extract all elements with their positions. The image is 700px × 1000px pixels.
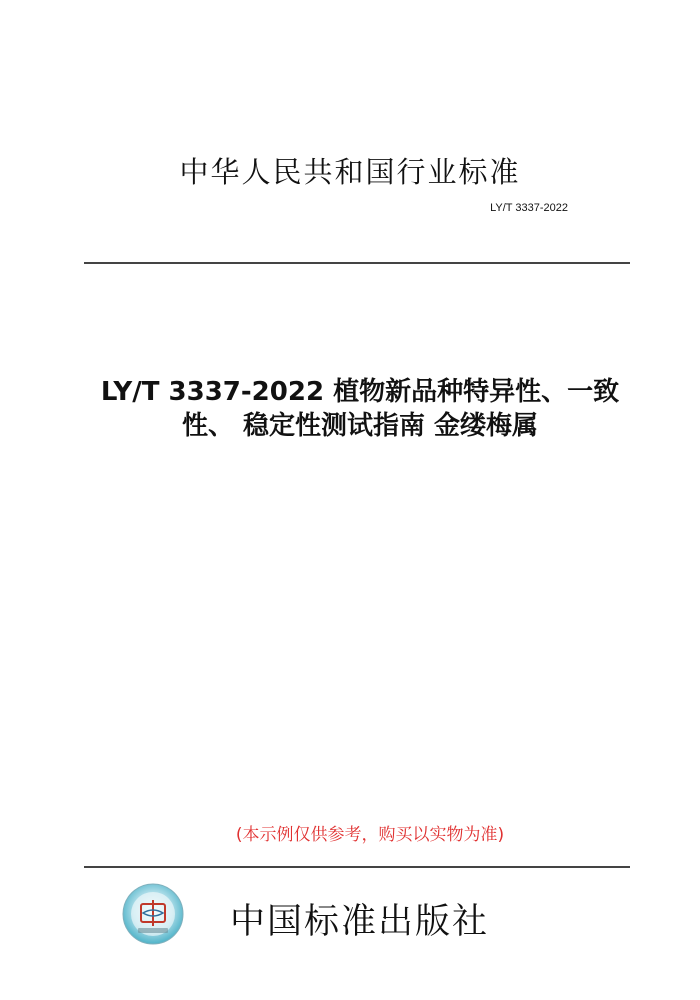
document-title-line-1: LY/T 3337-2022 植物新品种特异性、一致 (100, 377, 620, 407)
publisher-name: 中国标准出版社 (230, 902, 490, 942)
header-title: 中华人民共和国行业标准 (179, 155, 521, 189)
standard-code: LY/T 3337-2022 (490, 202, 568, 214)
bottom-divider (84, 866, 630, 868)
document-title-line-2: 性、 稳定性测试指南 金缕梅属 (181, 411, 539, 441)
top-divider (84, 262, 630, 264)
publisher-seal-icon (122, 883, 184, 945)
document-title (60, 375, 660, 443)
sample-note: (本示例仅供参考，购买以实物为准) (235, 825, 505, 845)
